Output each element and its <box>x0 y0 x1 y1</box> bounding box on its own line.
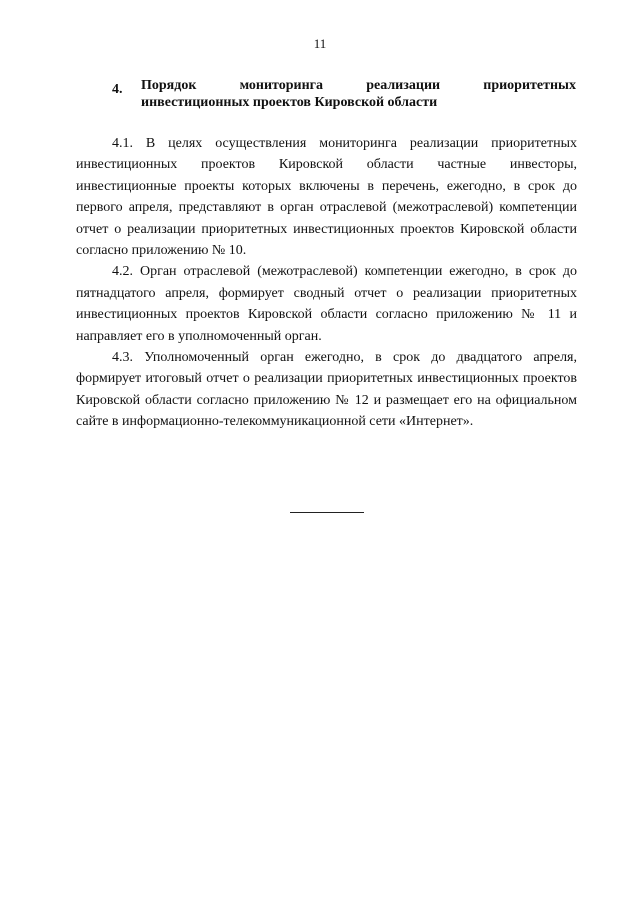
section-title-line1: Порядок мониторинга реализации приоритетных <box>141 78 576 93</box>
page-number: 11 <box>313 36 327 51</box>
section-body <box>76 133 577 433</box>
section-number: 4. <box>112 82 123 97</box>
section-title-line2: инвестиционных проектов Кировской области <box>141 95 438 110</box>
paragraph-4-3: 4.3. Уполномоченный орган ежегодно, в срок до двадцатого апреля, формирует итоговый отчет о реализации приоритетных инвестиционных проектов Кировской области согласно приложению № 12 и размещает его на официальном сайте в информационно-телекоммуникационной сети «Интернет». <box>76 350 577 430</box>
section-heading <box>112 77 576 111</box>
paragraph-4-2: 4.2. Орган отраслевой (межотраслевой) компетенции ежегодно, в срок до пятнадцатого апреля, формирует сводный отчет о реализации приоритетных инвестиционных проектов Кировской области согласно приложению № 11 и направляет его в уполномоченный орган. <box>76 264 577 344</box>
paragraph-4-1: 4.1. В целях осуществления мониторинга реализации приоритетных инвестиционных проектов Кировской области частные инвесторы, инвестиционные проекты которых включены в перечень, ежегодно, в срок до первого апреля, представляют в орган отраслевой (межотраслевой) компетенции отчет о реализации приоритетных инвестиционных проектов Кировской области согласно приложению № 10. <box>76 136 577 259</box>
end-divider <box>290 512 364 513</box>
